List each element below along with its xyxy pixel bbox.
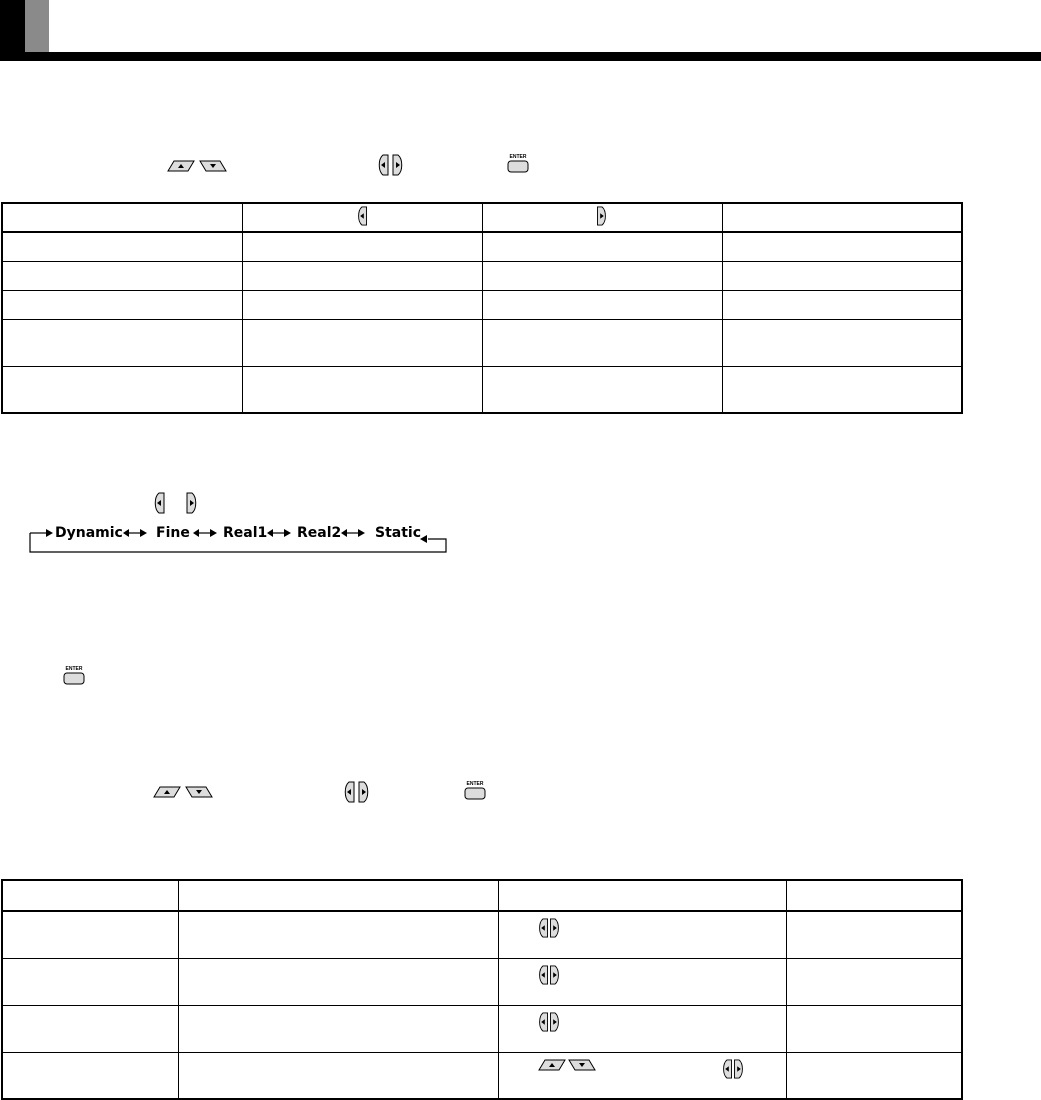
header-rule — [0, 52, 1041, 61]
mode-real1: Real1 — [223, 525, 268, 541]
table-row — [2, 911, 962, 958]
left-button-icon — [721, 1059, 733, 1079]
right-button-icon — [596, 206, 608, 226]
mode-static: Static — [375, 525, 422, 541]
mode-fine: Fine — [156, 525, 190, 541]
double-arrow-icon — [341, 529, 365, 537]
svg-text:ENTER: ENTER — [65, 666, 83, 672]
left-button-icon — [537, 965, 549, 985]
settings-table-1 — [1, 202, 963, 414]
right-button-icon — [392, 154, 404, 176]
svg-text:ENTER: ENTER — [466, 781, 484, 787]
left-button-icon — [537, 1012, 549, 1032]
double-arrow-icon — [123, 529, 147, 537]
down-button-icon — [567, 1059, 597, 1071]
left-button-icon — [377, 154, 389, 176]
right-button-icon — [549, 1012, 561, 1032]
table-header-row — [2, 880, 962, 911]
left-button-icon — [537, 918, 549, 938]
mode-dynamic: Dynamic — [55, 525, 123, 541]
right-button-icon — [549, 965, 561, 985]
table-cell — [498, 1052, 786, 1099]
right-button-icon — [549, 918, 561, 938]
table-row — [2, 232, 962, 261]
right-button-icon — [186, 492, 198, 514]
table-row — [2, 1052, 962, 1099]
right-button-icon — [358, 781, 370, 803]
svg-text:ENTER: ENTER — [509, 154, 527, 160]
enter-button-icon — [507, 152, 529, 174]
double-arrow-icon — [267, 529, 291, 537]
enter-button-icon — [464, 779, 486, 801]
right-button-icon — [733, 1059, 745, 1079]
up-button-icon — [152, 786, 182, 798]
left-button-icon — [153, 492, 165, 514]
table-row — [2, 319, 962, 366]
section-marker-black — [0, 0, 25, 58]
double-arrow-icon — [193, 529, 217, 537]
table-row — [2, 290, 962, 319]
table-row — [2, 366, 962, 413]
table-cell — [498, 911, 786, 958]
enter-button-icon — [63, 664, 85, 686]
left-button-icon — [356, 206, 368, 226]
table-row — [2, 261, 962, 290]
table-cell — [722, 203, 962, 232]
up-button-icon — [166, 160, 196, 172]
down-button-icon — [184, 786, 214, 798]
section-marker-gray — [25, 0, 49, 55]
table-cell — [2, 203, 242, 232]
up-button-icon — [537, 1059, 567, 1071]
left-button-icon — [343, 781, 355, 803]
down-button-icon — [198, 160, 228, 172]
table-row — [2, 958, 962, 1005]
table-cell — [498, 1005, 786, 1052]
table-cell — [482, 203, 722, 232]
table-header-row — [2, 203, 962, 232]
settings-table-2 — [1, 879, 963, 1100]
table-cell — [242, 203, 482, 232]
left-right-buttons — [721, 1059, 745, 1082]
table-row — [2, 1005, 962, 1052]
table-cell — [498, 958, 786, 1005]
mode-real2: Real2 — [297, 525, 342, 541]
